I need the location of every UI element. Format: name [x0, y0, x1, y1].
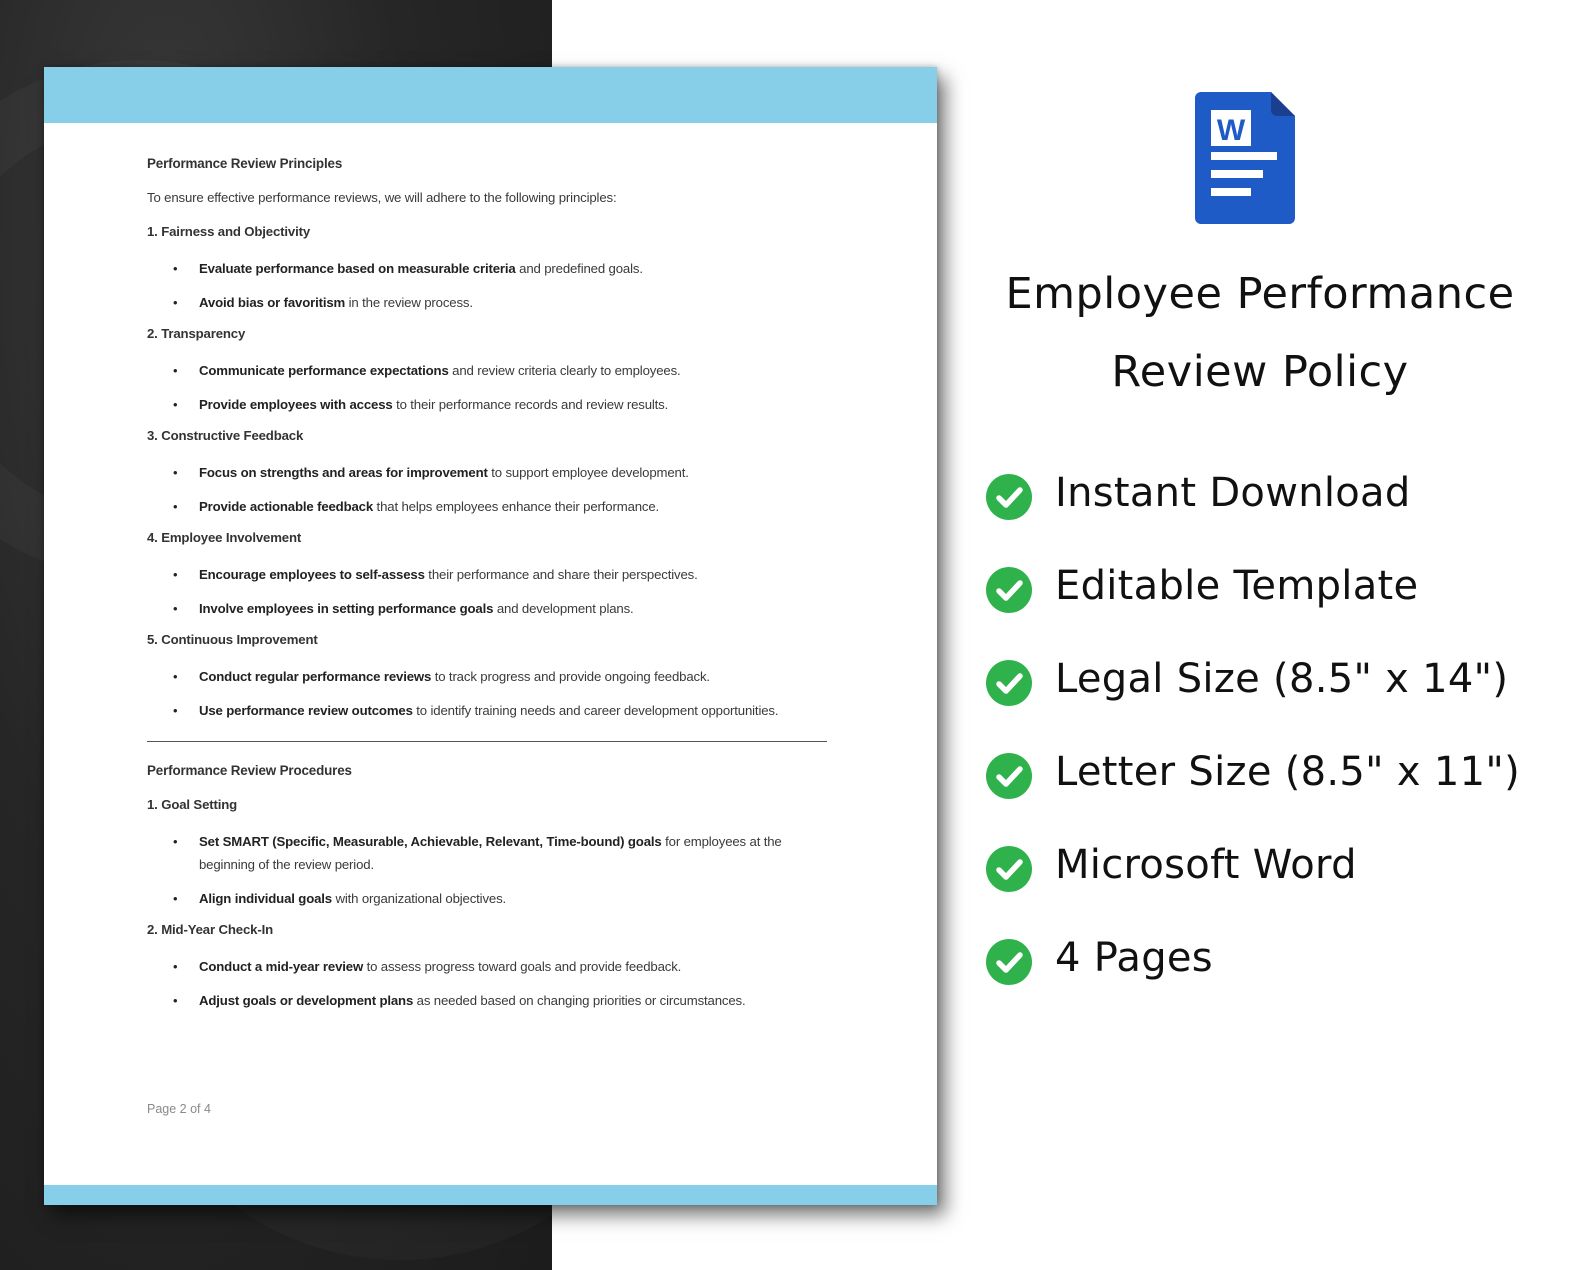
- document-header-band: [44, 67, 937, 123]
- feature-label: Microsoft Word: [1055, 842, 1357, 888]
- item-title: 5. Continuous Improvement: [147, 632, 318, 647]
- bullet-text: that helps employees enhance their performance.: [373, 499, 660, 514]
- section-heading: Performance Review Procedures: [147, 762, 352, 778]
- list-item: [147, 665, 837, 689]
- bullet-bold-text: Communicate performance expectations: [199, 363, 449, 378]
- section-divider: [147, 741, 827, 742]
- list-item: [147, 495, 837, 519]
- list-item: [147, 699, 837, 723]
- bullet-bold-text: Avoid bias or favoritism: [199, 295, 346, 310]
- feature-label: Editable Template: [1055, 563, 1419, 609]
- bullet-text: in the review process.: [345, 295, 473, 310]
- bullet-text: for employees at the beginning of the review period.: [199, 833, 782, 872]
- list-item: [147, 955, 837, 979]
- bullet-text: and development plans.: [493, 601, 634, 616]
- item-title: 3. Constructive Feedback: [147, 428, 304, 443]
- microsoft-word-icon: [1195, 92, 1297, 224]
- bullet-list: [147, 257, 837, 315]
- item-title: 1. Goal Setting: [147, 796, 238, 812]
- bullet-text: to identify training needs and career development opportunities.: [412, 703, 779, 718]
- bullet-bold-text: Evaluate performance based on measurable criteria: [199, 261, 516, 276]
- list-item: [147, 887, 837, 911]
- check-circle-icon: [986, 567, 1032, 613]
- item-title: 4. Employee Involvement: [147, 530, 302, 545]
- list-item: [147, 393, 837, 417]
- list-item: [147, 461, 837, 485]
- bullet-bold-text: Set SMART (Specific, Measurable, Achievable, Relevant, Time-bound) goals: [199, 833, 662, 849]
- check-circle-icon: [986, 846, 1032, 892]
- bullet-text: their performance and share their perspectives.: [424, 567, 698, 582]
- document-content: [147, 155, 837, 1023]
- feature-label: Instant Download: [1055, 470, 1411, 516]
- principles-list: [147, 223, 837, 723]
- list-item: [147, 563, 837, 587]
- bullet-bold-text: Provide actionable feedback: [199, 499, 374, 514]
- bullet-bold-text: Provide employees with access: [199, 397, 393, 412]
- bullet-text: to support employee development.: [487, 465, 689, 480]
- check-circle-icon: [986, 939, 1032, 985]
- bullet-text: with organizational objectives.: [331, 891, 507, 906]
- check-circle-icon: [986, 474, 1032, 520]
- item-title: 2. Mid-Year Check-In: [147, 922, 273, 937]
- word-icon-letter: W: [1216, 114, 1246, 147]
- bullet-bold-text: Encourage employees to self-assess: [199, 567, 425, 582]
- list-item: [147, 989, 837, 1013]
- feature-label: Legal Size (8.5" x 14"): [1055, 656, 1509, 702]
- bullet-text: as needed based on changing priorities or circumstances.: [413, 993, 746, 1008]
- bullet-bold-text: Adjust goals or development plans: [199, 993, 414, 1008]
- bullet-bold-text: Conduct regular performance reviews: [199, 669, 432, 684]
- check-circle-icon: [986, 753, 1032, 799]
- list-item: [147, 257, 837, 281]
- item-title: 2. Transparency: [147, 326, 246, 341]
- product-title-line2: Review Policy: [1111, 347, 1409, 397]
- check-circle-icon: [986, 660, 1032, 706]
- bullet-list: [147, 461, 837, 519]
- bullet-bold-text: Focus on strengths and areas for improvement: [199, 465, 488, 480]
- list-item: [147, 830, 837, 877]
- bullet-bold-text: Use performance review outcomes: [199, 703, 413, 718]
- bullet-bold-text: Conduct a mid-year review: [199, 959, 364, 974]
- document-preview: [44, 67, 937, 1205]
- item-title: 1. Fairness and Objectivity: [147, 224, 311, 239]
- bullet-text: to their performance records and review results.: [392, 397, 669, 412]
- page-number: Page 2 of 4: [147, 1102, 211, 1116]
- feature-label: Letter Size (8.5" x 11"): [1055, 749, 1520, 795]
- section-intro: To ensure effective performance reviews, we will adhere to the following principles:: [147, 190, 617, 205]
- bullet-text: to track progress and provide ongoing feedback.: [431, 669, 710, 684]
- product-title: [980, 255, 1540, 411]
- bullet-bold-text: Involve employees in setting performance goals: [199, 601, 494, 616]
- document-footer-band: [44, 1185, 937, 1205]
- feature-label: 4 Pages: [1055, 935, 1213, 981]
- list-item: [147, 291, 837, 315]
- bullet-list: [147, 665, 837, 723]
- bullet-list: [147, 830, 837, 911]
- bullet-list: [147, 563, 837, 621]
- procedures-list: [147, 796, 837, 1013]
- product-title-line1: Employee Performance: [1005, 269, 1515, 319]
- bullet-bold-text: Align individual goals: [199, 891, 332, 906]
- bullet-list: [147, 359, 837, 417]
- list-item: [147, 359, 837, 383]
- section-heading: Performance Review Principles: [147, 156, 343, 171]
- bullet-text: to assess progress toward goals and provide feedback.: [363, 959, 682, 974]
- bullet-list: [147, 955, 837, 1013]
- bullet-text: and review criteria clearly to employees.: [448, 363, 681, 378]
- list-item: [147, 597, 837, 621]
- bullet-text: and predefined goals.: [515, 261, 643, 276]
